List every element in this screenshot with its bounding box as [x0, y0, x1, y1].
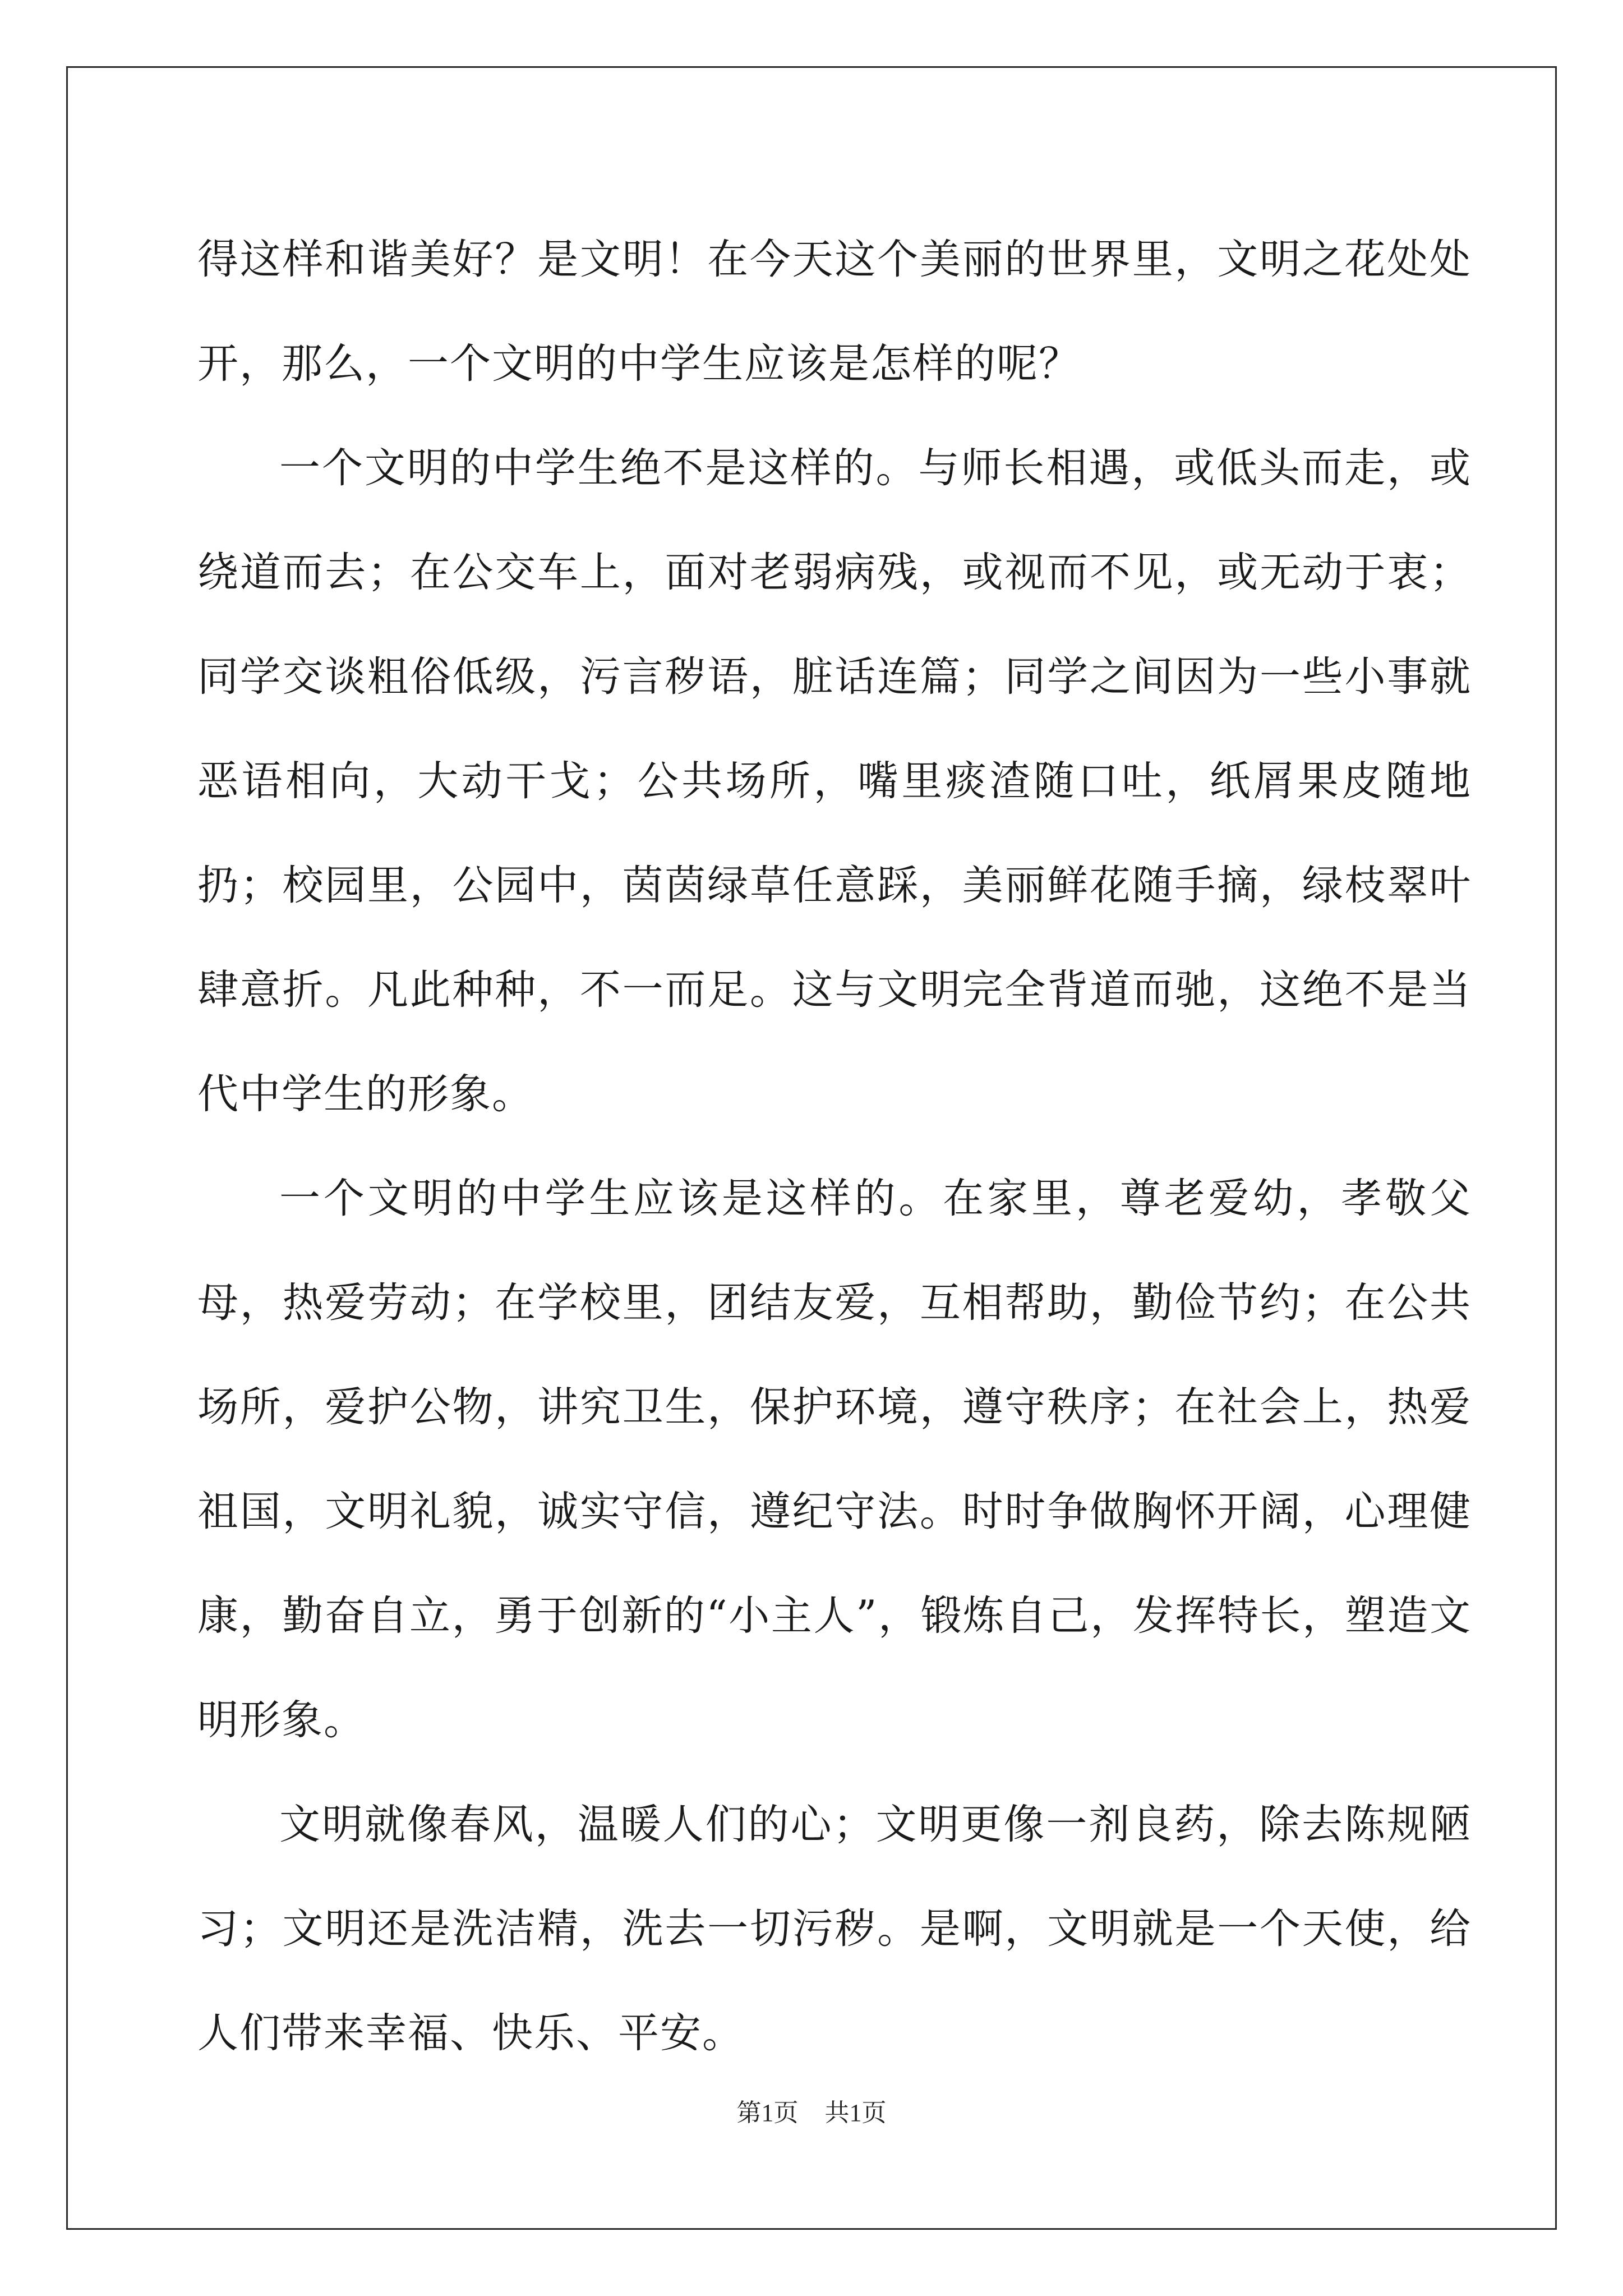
page-footer: [0, 2092, 1623, 2128]
document-body: [197, 208, 1472, 2086]
paragraph-2: 一个文明的中学生绝不是这样的。与师长相遇，或低头而走，或绕道而去；在公交车上，面对老弱病残，或视而不见，或无动于衷；同学交谈粗俗低级，污言秽语，脏话连篇；同学之间因为一些小事就恶语相向，大动干戈；公共场所，嘴里痰渣随口吐，纸屑果皮随地扔；校园里，公园中，茵茵绿草任意踩，美丽鲜花随手摘，绿枝翠叶肆意折。凡此种种，不一而足。这与文明完全背道而驰，这绝不是当代中学生的形象。: [197, 444, 1472, 1118]
page-number-current: 第1页: [736, 2099, 799, 2127]
paragraph-1: 得这样和谐美好？是文明！在今天这个美丽的世界里，文明之花处处开，那么，一个文明的中学生应该是怎样的呢？: [197, 236, 1472, 388]
paragraph-3: 一个文明的中学生应该是这样的。在家里，尊老爱幼，孝敬父母，热爱劳动；在学校里，团结友爱，互相帮助，勤俭节约；在公共场所，爱护公物，讲究卫生，保护环境，遵守秩序；在社会上，热爱祖国，文明礼貌，诚实守信，遵纪守法。时时争做胸怀开阔，心理健康，勤奋自立，勇于创新的“小主人”，锻炼自己，发挥特长，塑造文明形象。: [197, 1175, 1472, 1744]
page-number-total: 共1页: [824, 2099, 887, 2127]
paragraph-4: 文明就像春风，温暖人们的心；文明更像一剂良药，除去陈规陋习；文明还是洗洁精，洗去一切污秽。是啊，文明就是一个天使，给人们带来幸福、快乐、平安。: [197, 1801, 1472, 2057]
